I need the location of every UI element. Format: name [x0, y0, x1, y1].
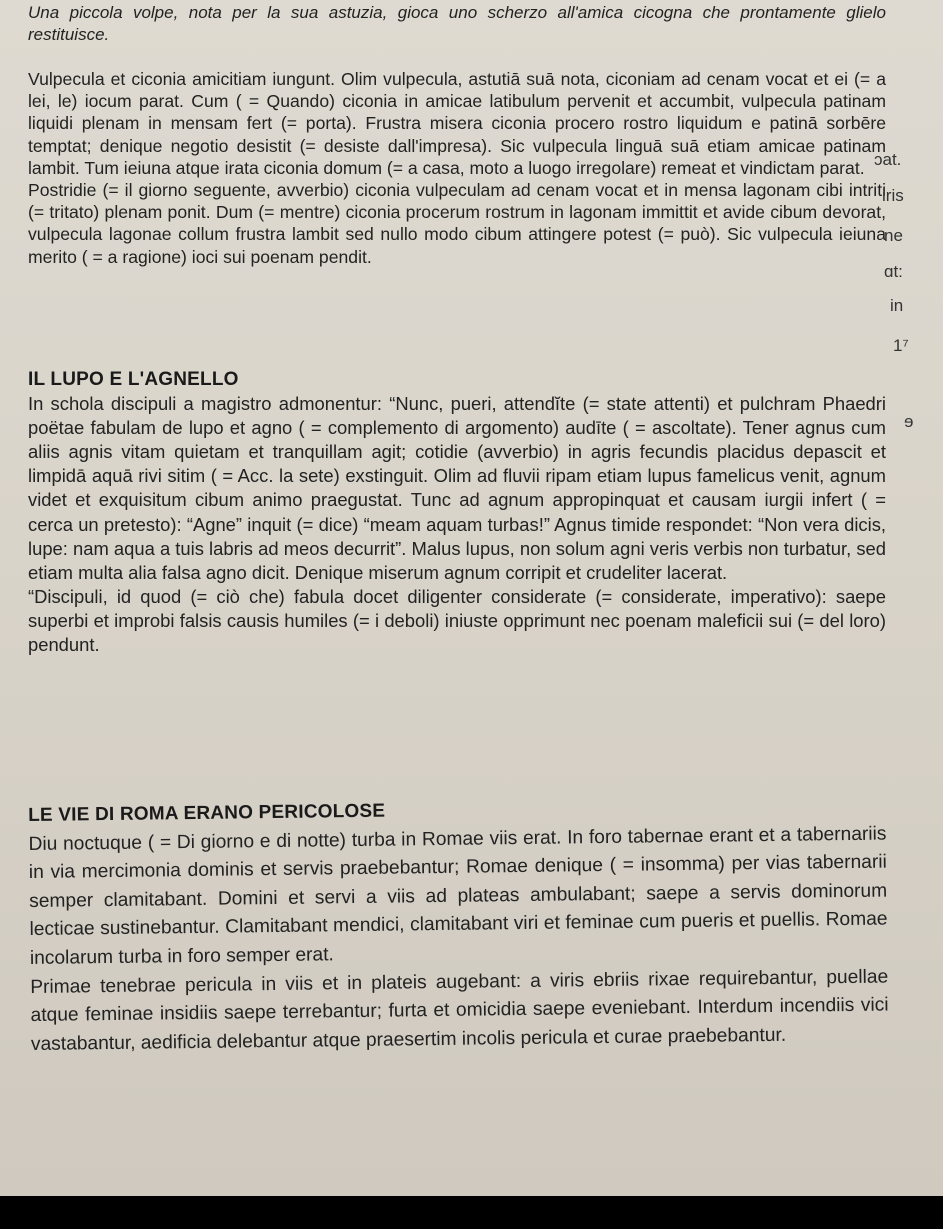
bottom-black-band — [0, 1196, 943, 1229]
margin-note: 1⁷ — [893, 336, 909, 355]
rome-streets-paragraph-1: Diu noctuque ( = Di giorno e di notte) turba in Romae viis erat. In foro tabernae erant et a tabernariis in via mercimonia dominis et servis praebebantur; Romae denique ( = insomma) per vias tabernarii semper clamitabant. Domini et servi a viis ad plateas ambulabant; saepe a servis dominorum lecticae sustinebantur. Clamitabant mendici, clamitabant viri et feminae cum pueris et puellis. Romae incolarum turba in foro semper erat. — [28, 823, 888, 969]
margin-note: ɑt: — [884, 262, 903, 281]
margin-note: ɔat. — [874, 150, 902, 169]
margin-note: in — [890, 296, 904, 315]
wolf-lamb-paragraph-1: In schola discipuli a magistro admonentur: “Nunc, pueri, attendĭte (= state attenti) et pulchram Phaedri poëtae fabulam de lupo et agno ( = complemento di argomento) audīte ( = ascoltate). Tener agnus cum aliis agnis vitam quietam et tranquillam agit; cotidie (avverbio) in agris fecundis placidus depascit et limpidā aquā rivi sitim ( = Acc. la sete) exstinguit. Olim ad fluvii ripam etiam lupus famelicus venit, agnum videt et exquisitum cibum animo praegustat. Tunc ad agnum appropinquat et causam iurgii infert ( = cerca un pretesto): “Agne” inquit (= dice) “meam aquam turbas!” Agnus timide respondet: “Non vera dicis, lupe: nam aqua a tuis labris ad meos decurrit”. Malus lupus, non solum agni veris verbis non turbatur, sed etiam multa alia falsa agno dicit. Denique miserum agnum corripit et crudeliter lacerat. — [28, 393, 886, 583]
wolf-lamb-section — [28, 368, 886, 657]
fox-stork-paragraph-1: Vulpecula et ciconia amicitiam iungunt. Olim vulpecula, astutiā suā nota, ciconiam ad cenam vocat et ei (= a lei, le) iocum parat. Cum ( = Quando) ciconia in amicae latibulum pervenit et accumbit, vulpecula patinam liquidi plenam in mensam fert (= porta). Frustra misera ciconia procero rostro liquidum e patinā sorbēre temptat; denique negotio desistit (= desiste dall'impresa). Sic vulpecula linguā suā etiam amicae patinam lambit. Tum ieiuna atque irata ciconia domum (= a casa, moto a luogo irregolare) remeat et vindictam parat. — [28, 69, 886, 178]
fox-stork-section — [28, 68, 886, 268]
intro-text — [28, 2, 886, 46]
fox-stork-paragraph-2: Postridie (= il giorno seguente, avverbio) ciconia vulpeculam ad cenam vocat et in mensa lagonam cibi intriti (= tritato) plenam ponit. Dum (= mentre) ciconia procerum rostrum in lagonam immittit et avide cibum devorat, vulpecula lagonae collum frustra lambit sed nullo modo cibum attingere potest (= può). Sic vulpecula ieiuna merito ( = a ragione) ioci sui poenam pendit. — [28, 180, 886, 267]
wolf-lamb-heading: IL LUPO E L'AGNELLO — [28, 369, 239, 390]
margin-note: ɘ — [904, 412, 914, 431]
rome-streets-heading: LE VIE DI ROMA ERANO PERICOLOSE — [28, 800, 386, 826]
wolf-lamb-paragraph-2: “Discipuli, id quod (= ciò che) fabula docet diligenter considerate (= considerate, imperativo): saepe superbi et improbi falsis causis humiles (= i deboli) iniuste opprimunt nec poenam maleficii sui (= del loro) pendunt. — [28, 585, 886, 656]
rome-streets-paragraph-2: Primae tenebrae pericula in viis et in plateis augebant: a viris ebriis rixae requirebantur, puellae atque feminae insidiis saepe terrebantur; furta et omicidia saepe eveniebant. Interdum incendiis vici vastabantur, aedificia delebantur atque praesertim incolis pericula et curae praebebantur. — [30, 966, 889, 1055]
margin-note: ne — [884, 226, 903, 245]
intro-paragraph: Una piccola volpe, nota per la sua astuzia, gioca uno scherzo all'amica cicogna che prontamente glielo restituisce. — [28, 3, 886, 45]
margin-note: iris — [882, 186, 904, 205]
rome-streets-section — [28, 792, 889, 1060]
